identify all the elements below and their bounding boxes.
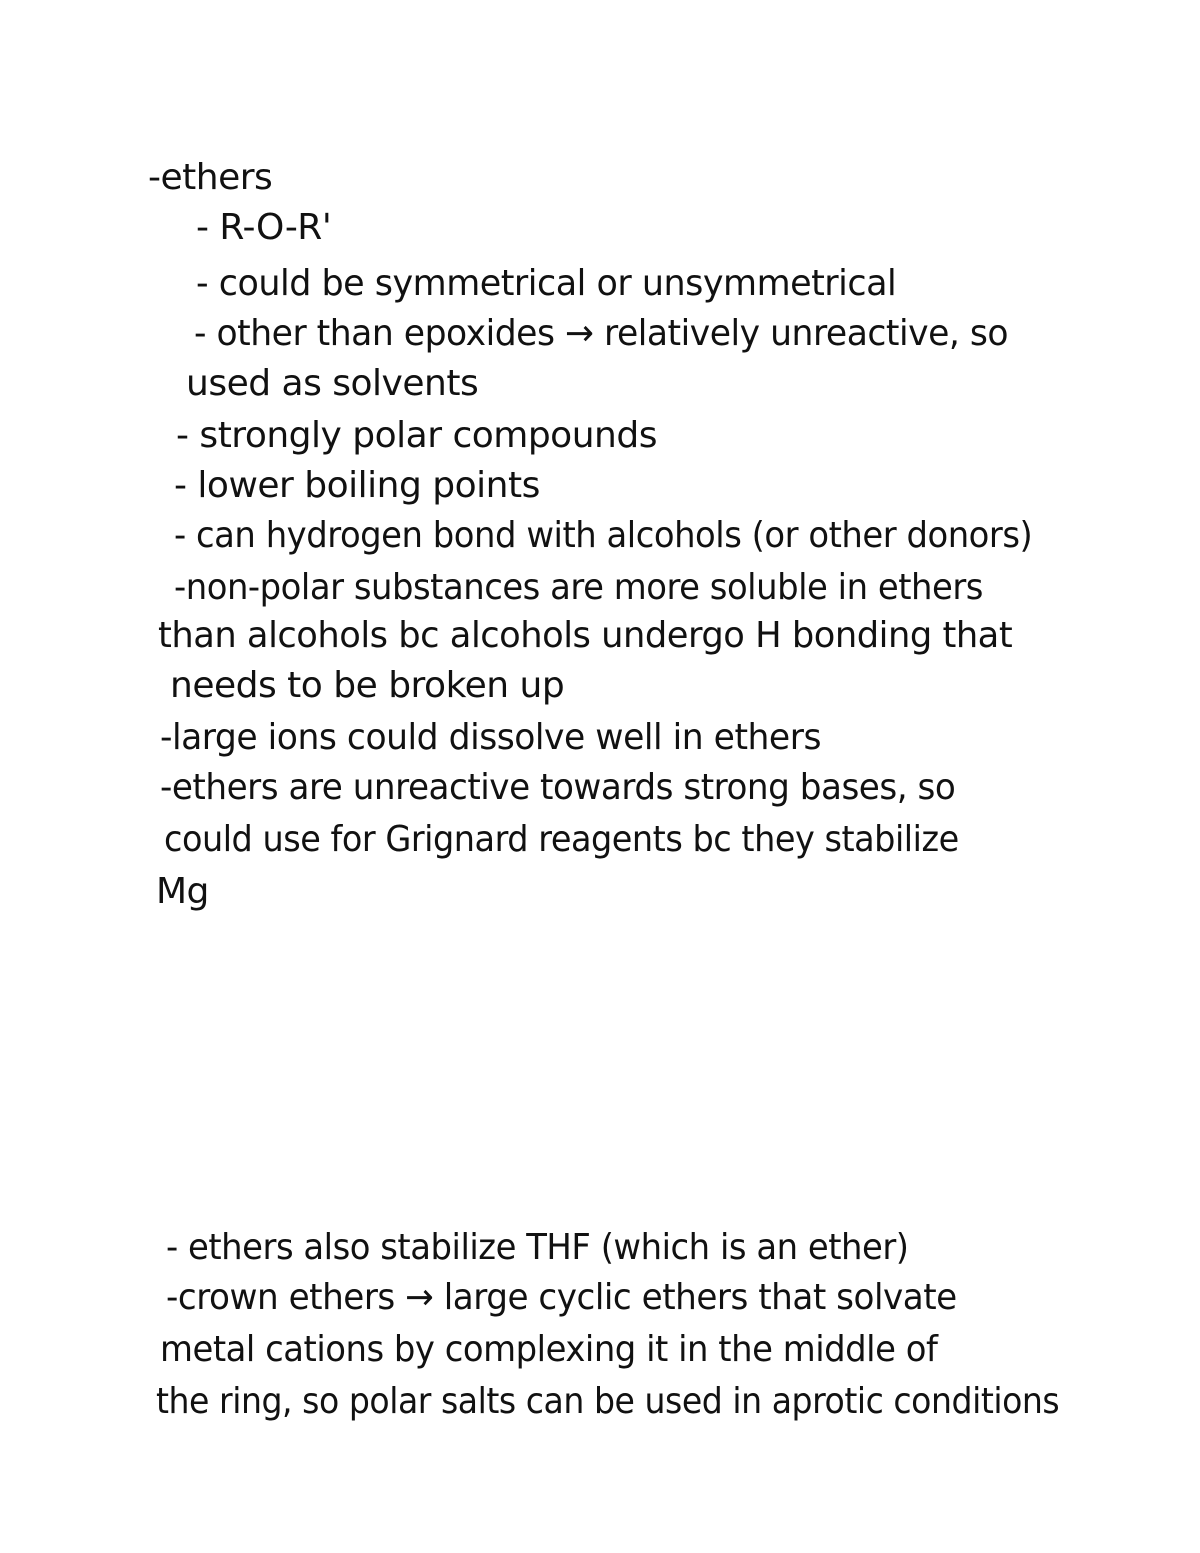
note-line: the ring, so polar salts can be used in aprotic conditions	[156, 1381, 1060, 1422]
note-line: - lower boiling points	[174, 465, 540, 506]
note-line: -crown ethers → large cyclic ethers that solvate	[166, 1277, 957, 1318]
note-line: - could be symmetrical or unsymmetrical	[196, 263, 897, 304]
note-line: -ethers	[148, 157, 273, 198]
note-line: - ethers also stabilize THF (which is an ether)	[166, 1227, 909, 1268]
note-line: than alcohols bc alcohols undergo H bonding that	[158, 615, 1013, 656]
note-line: - R-O-R'	[196, 207, 332, 248]
note-line: metal cations by complexing it in the middle of	[160, 1329, 938, 1370]
note-line: -non-polar substances are more soluble in ethers	[174, 567, 983, 608]
note-line: used as solvents	[186, 363, 479, 404]
note-line: - strongly polar compounds	[176, 415, 657, 456]
note-line: Mg	[156, 871, 209, 912]
note-line: could use for Grignard reagents bc they stabilize	[164, 819, 959, 860]
note-line: needs to be broken up	[170, 665, 565, 706]
note-line: - can hydrogen bond with alcohols (or other donors)	[174, 515, 1033, 556]
note-line: -ethers are unreactive towards strong bases, so	[160, 767, 956, 808]
note-line: -large ions could dissolve well in ethers	[160, 717, 821, 758]
note-line: - other than epoxides → relatively unreactive, so	[194, 313, 1009, 354]
